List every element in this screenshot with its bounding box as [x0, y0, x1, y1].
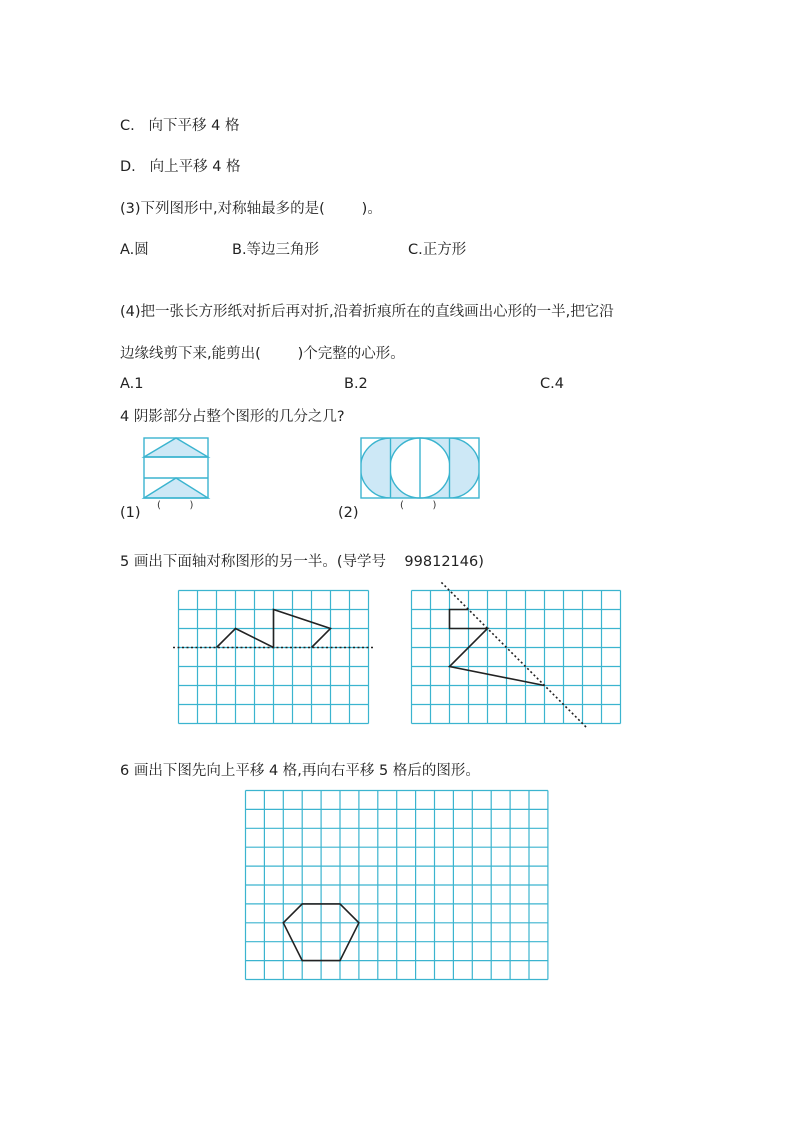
symmetry-axis: [441, 582, 587, 728]
q5-grid-right[interactable]: [411, 590, 621, 723]
q6-title: 6 画出下图先向上平移 4 格,再向右平移 5 格后的图形。: [120, 763, 480, 779]
q3-sub3-option-b: B.等边三角形: [232, 242, 320, 258]
q3-sub4-option-a: A.1: [120, 376, 144, 392]
q3-sub3-option-a: A.圆: [120, 242, 149, 258]
shaded-triangle-bottom: [144, 478, 208, 498]
q4-figure-2-label: (2): [338, 505, 359, 521]
q3-sub4-stem-line2: 边缘线剪下来,能剪出( )个完整的心形。: [120, 346, 405, 362]
option-d-translate-up: D. 向上平移 4 格: [120, 159, 241, 175]
q3-sub3-stem: (3)下列图形中,对称轴最多的是( )。: [120, 201, 382, 217]
option-c-translate-down: C. 向下平移 4 格: [120, 118, 240, 134]
q4-figure-1-label: (1): [120, 505, 141, 521]
q4-figure-2-answer-blank[interactable]: ( ): [400, 500, 437, 511]
q3-sub3-option-c: C.正方形: [408, 242, 467, 258]
q4-figure-1-answer-blank[interactable]: ( ): [157, 500, 194, 511]
q4-figure-2: [360, 437, 480, 499]
q3-sub4-option-b: B.2: [344, 376, 368, 392]
q4-title: 4 阴影部分占整个图形的几分之几?: [120, 409, 345, 425]
q3-sub4-option-c: C.4: [540, 376, 564, 392]
q4-figure-1: [143, 437, 209, 499]
q5-title: 5 画出下面轴对称图形的另一半。(导学号 99812146): [120, 554, 484, 570]
q5-grid-left[interactable]: [178, 590, 369, 723]
q6-grid[interactable]: [245, 790, 548, 980]
q3-sub4-stem-line1: (4)把一张长方形纸对折后再对折,沿着折痕所在的直线画出心形的一半,把它沿: [120, 304, 614, 320]
shaded-triangle-top: [144, 438, 208, 457]
